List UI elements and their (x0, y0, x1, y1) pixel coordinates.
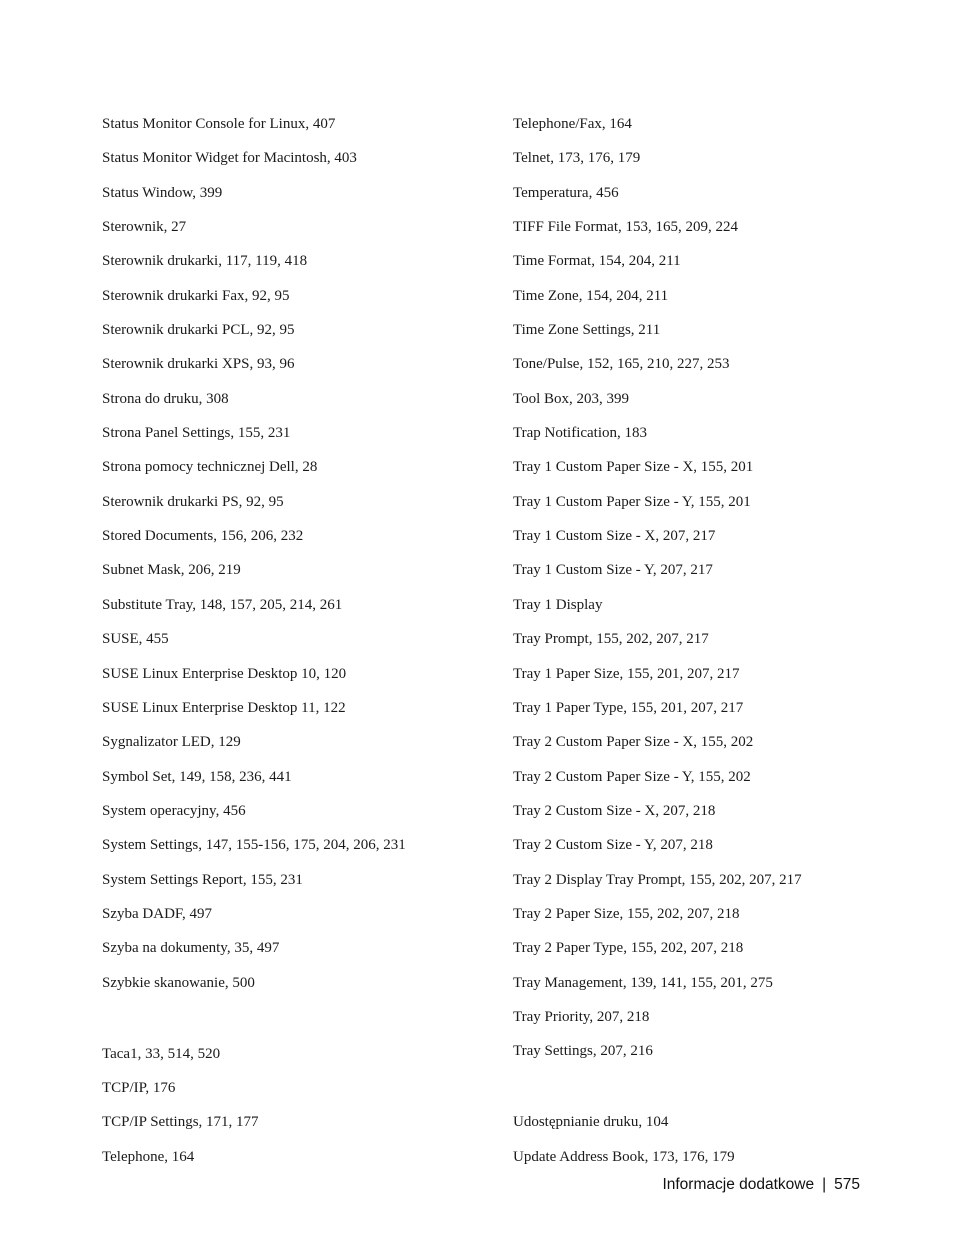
index-entry: Telnet, 173, 176, 179 (513, 150, 641, 167)
index-entry: System Settings Report, 155, 231 (102, 871, 303, 888)
index-entry: Time Zone Settings, 211 (513, 322, 661, 339)
index-entry: Tray 1 Paper Type, 155, 201, 207, 217 (513, 699, 744, 716)
index-entry: Subnet Mask, 206, 219 (102, 562, 241, 579)
index-entry: Tray 1 Custom Size - Y, 207, 217 (513, 562, 713, 579)
index-entry: Sterownik drukarki Fax, 92, 95 (102, 287, 290, 304)
index-entry: Time Zone, 154, 204, 211 (513, 287, 669, 304)
index-entry: Tray 1 Display (513, 596, 603, 613)
index-entry: Sygnalizator LED, 129 (102, 734, 241, 751)
index-entry: Update Address Book, 173, 176, 179 (513, 1148, 735, 1165)
index-group-s (102, 114, 492, 993)
index-entry: Stored Documents, 156, 206, 232 (102, 528, 304, 545)
index-entry: Telephone/Fax, 164 (513, 116, 632, 132)
index-group-u (513, 1112, 933, 1166)
index-entry: Telephone, 164 (102, 1148, 195, 1165)
index-entry: System operacyjny, 456 (102, 802, 246, 819)
index-entry: Tray Settings, 207, 216 (513, 1043, 653, 1060)
index-entry: Sterownik drukarki PCL, 92, 95 (102, 322, 295, 339)
index-entry: TIFF File Format, 153, 165, 209, 224 (513, 219, 739, 236)
index-entry: Status Monitor Console for Linux, 407 (102, 116, 336, 132)
index-entry: Tray 1 Custom Paper Size - Y, 155, 201 (513, 493, 751, 510)
index-entry: Udostępnianie druku, 104 (513, 1114, 669, 1131)
group-spacer (513, 1076, 933, 1113)
index-entry: Temperatura, 456 (513, 184, 619, 201)
index-entry: SUSE Linux Enterprise Desktop 10, 120 (102, 665, 347, 682)
index-entry: TCP/IP, 176 (102, 1080, 176, 1097)
index-entry: Szyba DADF, 497 (102, 905, 213, 922)
page-number: 575 (834, 1176, 860, 1193)
index-entry: Strona Panel Settings, 155, 231 (102, 425, 291, 442)
index-entry: Tray 2 Paper Type, 155, 202, 207, 218 (513, 940, 744, 957)
index-group-t-continued (513, 114, 933, 1061)
index-entry: Tray Priority, 207, 218 (513, 1008, 650, 1025)
index-entry: Tray 1 Custom Size - X, 207, 217 (513, 528, 716, 545)
index-entry: Szybkie skanowanie, 500 (102, 974, 255, 991)
index-entry: Tool Box, 203, 399 (513, 390, 630, 407)
index-group-t (102, 1044, 492, 1167)
group-spacer (102, 1007, 492, 1044)
index-column-left (102, 114, 492, 1181)
index-entry: Status Window, 399 (102, 184, 223, 201)
index-entry: Tray Management, 139, 141, 155, 201, 275 (513, 974, 773, 991)
index-entry: Sterownik drukarki XPS, 93, 96 (102, 356, 295, 373)
index-entry: Time Format, 154, 204, 211 (513, 253, 681, 270)
index-entry: Tray Prompt, 155, 202, 207, 217 (513, 631, 709, 648)
index-entry: Substitute Tray, 148, 157, 205, 214, 261 (102, 596, 343, 613)
index-entry: Tray 2 Custom Size - X, 207, 218 (513, 802, 716, 819)
index-entry: Tray 1 Custom Paper Size - X, 155, 201 (513, 459, 754, 476)
index-entry: Tone/Pulse, 152, 165, 210, 227, 253 (513, 356, 730, 373)
index-entry: Symbol Set, 149, 158, 236, 441 (102, 768, 292, 785)
index-entry: Sterownik, 27 (102, 219, 187, 236)
page-footer (662, 1176, 860, 1194)
index-entry: Strona pomocy technicznej Dell, 28 (102, 459, 318, 476)
index-entry: Tray 2 Custom Paper Size - Y, 155, 202 (513, 768, 751, 785)
index-entry: Tray 1 Paper Size, 155, 201, 207, 217 (513, 665, 740, 682)
index-entry: Strona do druku, 308 (102, 390, 229, 407)
index-entry: System Settings, 147, 155-156, 175, 204, 206, 231 (102, 837, 406, 854)
footer-section-title: Informacje dodatkowe (662, 1176, 815, 1193)
index-entry: Tray 2 Paper Size, 155, 202, 207, 218 (513, 905, 740, 922)
index-entry: Sterownik drukarki PS, 92, 95 (102, 493, 284, 510)
index-entry: Taca1, 33, 514, 520 (102, 1045, 221, 1062)
index-entry: SUSE, 455 (102, 631, 169, 648)
index-entry: Tray 2 Custom Paper Size - X, 155, 202 (513, 734, 754, 751)
index-entry: Sterownik drukarki, 117, 119, 418 (102, 253, 308, 270)
index-entry: Tray 2 Custom Size - Y, 207, 218 (513, 837, 713, 854)
footer-separator: | (822, 1176, 827, 1193)
index-entry: SUSE Linux Enterprise Desktop 11, 122 (102, 699, 346, 716)
index-entry: Tray 2 Display Tray Prompt, 155, 202, 207, 217 (513, 871, 802, 888)
index-entry: Status Monitor Widget for Macintosh, 403 (102, 150, 357, 167)
index-entry: Szyba na dokumenty, 35, 497 (102, 940, 280, 957)
index-entry: Trap Notification, 183 (513, 425, 648, 442)
index-column-right (513, 114, 933, 1181)
index-entry: TCP/IP Settings, 171, 177 (102, 1114, 259, 1131)
